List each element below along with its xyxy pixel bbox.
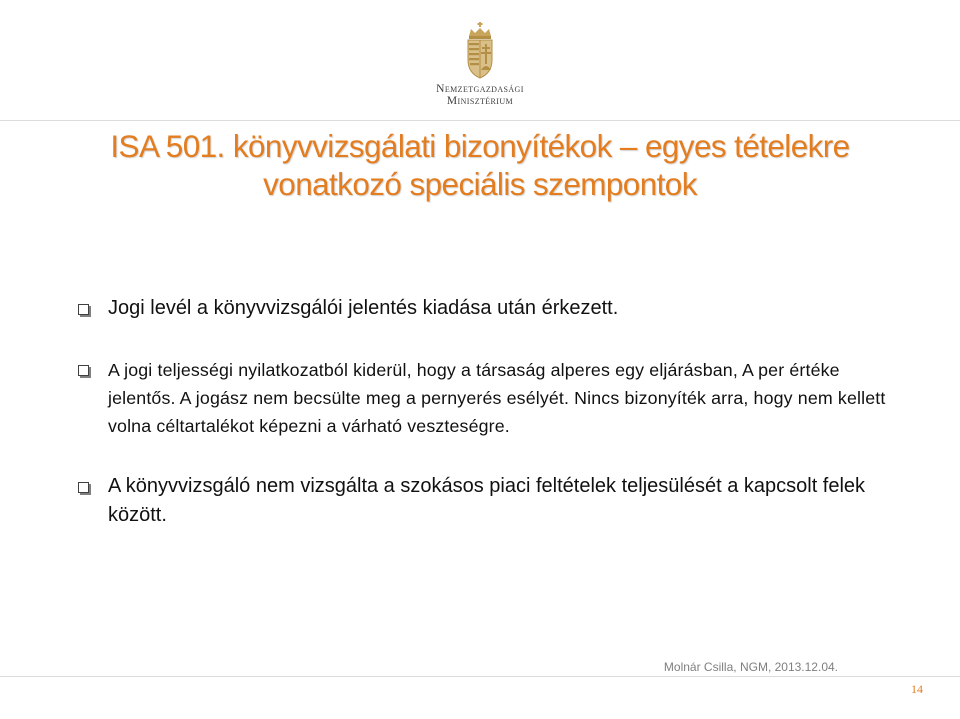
logo-text-line2: Minisztérium xyxy=(446,95,514,107)
checkbox-bullet-icon xyxy=(78,365,89,376)
bullet-list xyxy=(78,294,908,530)
coat-of-arms-icon xyxy=(460,22,500,80)
bullet-item xyxy=(78,356,908,440)
bullet-item xyxy=(78,294,908,323)
footer-author: Molnár Csilla, NGM, 2013.12.04. xyxy=(663,660,838,674)
bullet-item xyxy=(78,472,908,530)
ministry-logo xyxy=(424,22,536,110)
header-divider xyxy=(0,120,960,121)
bullet-text: A könyvvizsgáló nem vizsgálta a szokásos piaci feltételek teljesülését a kapcsolt felek között. xyxy=(108,475,866,526)
checkbox-bullet-icon xyxy=(78,304,89,315)
checkbox-bullet-icon xyxy=(78,482,89,493)
footer-divider xyxy=(0,676,960,677)
bullet-text: Jogi levél a könyvvizsgálói jelentés kiadása után érkezett. xyxy=(108,297,619,319)
slide-title: ISA 501. könyvvizsgálati bizonyítékok – egyes tételekre vonatkozó speciális szempontok xyxy=(110,128,850,202)
bullet-text: A jogi teljességi nyilatkozatból kiderül, hogy a társaság alperes egy eljárásban, A per értéke jelentős. A jogász nem becsülte meg a pernyerés esélyét. Nincs bizonyíték arra, hogy nem kellett volna céltartalékot képezni a várható veszteségre. xyxy=(108,360,886,436)
logo-text-line1: Nemzetgazdasági xyxy=(436,83,524,95)
page-number: 14 xyxy=(911,682,923,696)
